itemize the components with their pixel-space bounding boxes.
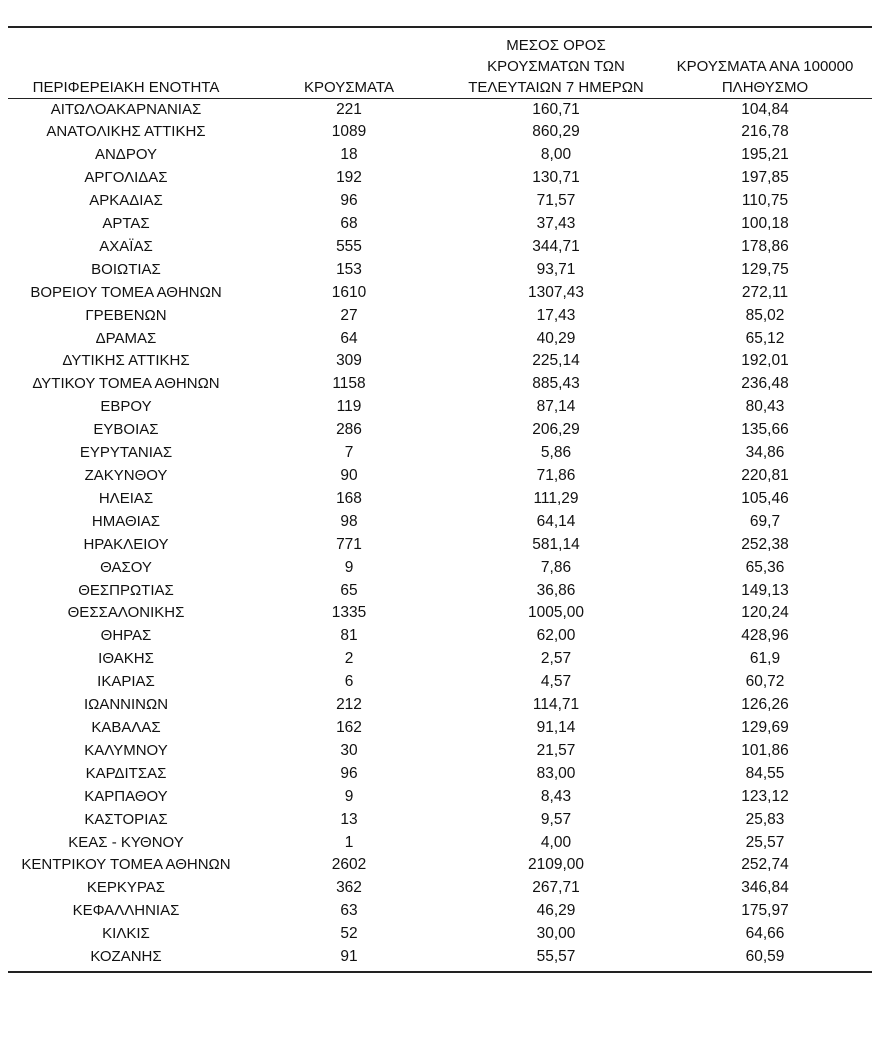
- cell-seven-day-average: 114,71: [532, 696, 580, 714]
- cell-cases: 212: [336, 696, 362, 714]
- cell-seven-day-average: 4,57: [540, 673, 572, 691]
- cell-seven-day-average: 111,29: [533, 489, 579, 507]
- cell-cases: 153: [336, 260, 362, 278]
- cell-seven-day-average: 7,86: [540, 558, 572, 576]
- cell-seven-day-average: 83,00: [536, 764, 576, 782]
- table-row: [8, 580, 872, 603]
- cell-seven-day-average: 62,00: [536, 627, 576, 645]
- cell-region: ΓΡΕΒΕΝΩΝ: [85, 306, 167, 324]
- cell-region: ΗΛΕΙΑΣ: [98, 489, 154, 507]
- cell-region: ΘΗΡΑΣ: [100, 627, 152, 645]
- cell-cases-per-100k: 123,12: [741, 787, 789, 805]
- cell-seven-day-average: 37,43: [536, 215, 576, 233]
- cell-cases-per-100k: 101,86: [741, 741, 789, 759]
- cell-seven-day-average: 2109,00: [527, 856, 585, 874]
- cell-region: ΔΥΤΙΚΗΣ ΑΤΤΙΚΗΣ: [62, 352, 190, 370]
- cell-region: ΚΑΡΠΑΘΟΥ: [84, 787, 168, 805]
- cell-seven-day-average: 344,71: [532, 237, 580, 255]
- cell-region: ΙΩΑΝΝΙΝΩΝ: [83, 696, 169, 714]
- cell-cases: 309: [336, 352, 362, 370]
- cell-region: ΚΟΖΑΝΗΣ: [90, 948, 162, 966]
- cell-region: ΔΡΑΜΑΣ: [95, 329, 157, 347]
- cell-cases: 119: [336, 398, 362, 416]
- cell-cases-per-100k: 197,85: [741, 169, 789, 187]
- cell-cases: 221: [336, 100, 362, 118]
- table-row: [8, 648, 872, 671]
- cell-cases: 64: [340, 329, 358, 347]
- table-row: [8, 877, 872, 900]
- cell-region: ΕΒΡΟΥ: [100, 398, 152, 416]
- cell-cases: 2: [344, 650, 354, 668]
- table-row: [8, 488, 872, 511]
- cell-seven-day-average: 160,71: [532, 100, 580, 118]
- cell-cases: 68: [340, 215, 358, 233]
- header-cases: ΚΡΟΥΣΜΑΤΑ: [244, 28, 454, 98]
- cell-seven-day-average: 87,14: [536, 398, 576, 416]
- cell-cases-per-100k: 216,78: [741, 123, 789, 141]
- cell-cases-per-100k: 110,75: [741, 192, 789, 210]
- cases-table-sheet: [8, 26, 872, 973]
- cell-cases-per-100k: 34,86: [745, 444, 785, 462]
- cell-region: ΔΥΤΙΚΟΥ ΤΟΜΕΑ ΑΘΗΝΩΝ: [32, 375, 220, 393]
- cell-cases: 162: [336, 718, 362, 736]
- cell-cases-per-100k: 135,66: [741, 421, 789, 439]
- cell-cases-per-100k: 105,46: [741, 489, 789, 507]
- cell-region: ΚΕΡΚΥΡΑΣ: [86, 879, 166, 897]
- cell-seven-day-average: 71,86: [536, 467, 576, 484]
- cell-seven-day-average: 64,14: [536, 512, 576, 530]
- cell-cases-per-100k: 60,59: [745, 948, 785, 966]
- table-row: [8, 717, 872, 740]
- table-row: [8, 946, 872, 969]
- cell-seven-day-average: 17,43: [536, 306, 576, 324]
- cell-region: ΙΘΑΚΗΣ: [98, 650, 154, 668]
- cell-cases: 362: [336, 879, 362, 897]
- cell-cases: 192: [336, 169, 362, 187]
- cell-cases-per-100k: 220,81: [741, 467, 789, 484]
- table-header-row: [8, 28, 872, 98]
- table-row: [8, 740, 872, 763]
- cell-region: ΒΟΡΕΙΟΥ ΤΟΜΕΑ ΑΘΗΝΩΝ: [30, 283, 222, 301]
- cell-cases: 63: [340, 902, 358, 920]
- cell-cases: 168: [336, 489, 362, 507]
- cell-cases-per-100k: 25,83: [745, 810, 785, 828]
- table-row: [8, 396, 872, 419]
- cell-cases-per-100k: 80,43: [745, 398, 785, 416]
- table-row: [8, 602, 872, 625]
- header-seven-day-average: ΜΕΣΟΣ ΟΡΟΣ ΚΡΟΥΣΜΑΤΩΝ ΤΩΝ ΤΕΛΕΥΤΑΙΩΝ 7 ΗΜΕΡΩΝ: [454, 28, 658, 98]
- cell-cases: 98: [340, 512, 358, 530]
- table-row: [8, 694, 872, 717]
- cell-region: ΑΙΤΩΛΟΑΚΑΡΝΑΝΙΑΣ: [50, 100, 202, 118]
- table-row: [8, 419, 872, 442]
- cell-seven-day-average: 581,14: [532, 535, 580, 553]
- table-row: [8, 671, 872, 694]
- cell-region: ΕΥΒΟΙΑΣ: [93, 421, 159, 439]
- cell-cases-per-100k: 120,24: [741, 604, 789, 622]
- cell-cases: 96: [340, 192, 358, 210]
- table-row: [8, 259, 872, 282]
- cell-cases: 9: [344, 558, 354, 576]
- table-row: [8, 282, 872, 305]
- table-row: [8, 786, 872, 809]
- table-row: [8, 442, 872, 465]
- cell-region: ΚΑΡΔΙΤΣΑΣ: [85, 764, 167, 782]
- cell-cases: 13: [340, 810, 358, 828]
- cell-seven-day-average: 93,71: [536, 260, 576, 278]
- cell-seven-day-average: 91,14: [536, 718, 576, 736]
- table-row: [8, 854, 872, 877]
- cell-region: ΚΑΛΥΜΝΟΥ: [84, 741, 168, 759]
- cell-region: ΑΡΤΑΣ: [102, 215, 150, 233]
- cell-region: ΒΟΙΩΤΙΑΣ: [91, 260, 161, 278]
- cell-cases-per-100k: 428,96: [741, 627, 789, 645]
- cell-cases-per-100k: 346,84: [741, 879, 789, 897]
- cell-seven-day-average: 9,57: [540, 810, 572, 828]
- table-row: [8, 465, 872, 488]
- cell-cases: 27: [340, 306, 358, 324]
- cell-seven-day-average: 30,00: [536, 925, 576, 943]
- cell-cases: 1089: [331, 123, 367, 141]
- cell-cases-per-100k: 84,55: [745, 764, 785, 782]
- table-row: [8, 236, 872, 259]
- cell-region: ΚΑΣΤΟΡΙΑΣ: [84, 810, 168, 828]
- cell-cases-per-100k: 149,13: [741, 581, 789, 599]
- cell-seven-day-average: 71,57: [536, 192, 576, 210]
- cell-region: ΚΙΛΚΙΣ: [102, 925, 150, 943]
- cell-seven-day-average: 267,71: [532, 879, 580, 897]
- header-cases-per-100k: ΚΡΟΥΣΜΑΤΑ ΑΝΑ 100000 ΠΛΗΘΥΣΜΟ: [658, 28, 872, 98]
- cell-region: ΚΕΦΑΛΛΗΝΙΑΣ: [72, 902, 180, 920]
- cell-seven-day-average: 8,00: [540, 146, 572, 164]
- cell-cases-per-100k: 252,38: [741, 535, 789, 553]
- table-row: [8, 373, 872, 396]
- cell-region: ΚΕΝΤΡΙΚΟΥ ΤΟΜΕΑ ΑΘΗΝΩΝ: [21, 856, 231, 874]
- cell-cases: 1335: [331, 604, 367, 622]
- cell-region: ΗΡΑΚΛΕΙΟΥ: [83, 535, 169, 553]
- cell-seven-day-average: 46,29: [536, 902, 576, 920]
- cell-region: ΑΡΚΑΔΙΑΣ: [89, 192, 163, 210]
- cell-seven-day-average: 1005,00: [527, 604, 585, 622]
- cell-seven-day-average: 1307,43: [527, 283, 585, 301]
- cell-seven-day-average: 225,14: [532, 352, 580, 370]
- cell-region: ΑΝΔΡΟΥ: [94, 146, 158, 164]
- cell-cases: 52: [340, 925, 358, 943]
- table-row: [8, 144, 872, 167]
- cell-cases-per-100k: 65,36: [745, 558, 785, 576]
- table-row: [8, 534, 872, 557]
- cell-cases: 96: [340, 764, 358, 782]
- cell-cases: 1158: [332, 375, 366, 393]
- table-row: [8, 832, 872, 855]
- cell-cases-per-100k: 104,84: [741, 100, 789, 118]
- cell-region: ΚΑΒΑΛΑΣ: [91, 718, 161, 736]
- cell-cases-per-100k: 61,9: [749, 650, 781, 668]
- cell-cases: 81: [340, 627, 358, 645]
- table-row: [8, 923, 872, 946]
- cell-cases-per-100k: 236,48: [741, 375, 789, 393]
- cell-cases: 1610: [331, 283, 367, 301]
- cell-region: ΑΧΑΪΑΣ: [99, 237, 153, 255]
- table-row: [8, 350, 872, 373]
- cell-seven-day-average: 5,86: [540, 444, 572, 462]
- cell-cases-per-100k: 252,74: [741, 856, 789, 874]
- table-row: [8, 763, 872, 786]
- cell-seven-day-average: 885,43: [532, 375, 580, 393]
- cell-cases: 6: [344, 673, 354, 691]
- cell-region: ΙΚΑΡΙΑΣ: [97, 673, 155, 691]
- table-body: [8, 98, 872, 969]
- cell-seven-day-average: 860,29: [532, 123, 580, 141]
- cell-region: ΘΕΣΣΑΛΟΝΙΚΗΣ: [67, 604, 185, 622]
- cell-cases-per-100k: 64,66: [745, 925, 785, 943]
- table-row: [8, 900, 872, 923]
- table-row: [8, 557, 872, 580]
- cell-seven-day-average: 21,57: [536, 741, 576, 759]
- cell-cases: 9: [344, 787, 354, 805]
- table-row: [8, 511, 872, 534]
- cell-cases: 90: [340, 467, 358, 484]
- cell-region: ΑΡΓΟΛΙΔΑΣ: [84, 169, 168, 187]
- cell-region: ΘΕΣΠΡΩΤΙΑΣ: [78, 581, 174, 599]
- cell-seven-day-average: 36,86: [536, 581, 576, 599]
- cell-cases: 771: [336, 535, 362, 553]
- table-row: [8, 190, 872, 213]
- cell-seven-day-average: 206,29: [532, 421, 580, 439]
- cell-cases: 18: [340, 146, 358, 164]
- cell-cases-per-100k: 126,26: [741, 696, 789, 714]
- cell-cases: 65: [340, 581, 358, 599]
- cell-seven-day-average: 4,00: [540, 833, 572, 851]
- cell-cases: 555: [336, 237, 362, 255]
- table-row: [8, 98, 872, 121]
- cell-seven-day-average: 8,43: [540, 787, 572, 805]
- cell-region: ΚΕΑΣ - ΚΥΘΝΟΥ: [68, 833, 184, 851]
- cell-region: ΖΑΚΥΝΘΟΥ: [84, 467, 168, 484]
- cell-cases-per-100k: 60,72: [745, 673, 785, 691]
- bottom-rule: [8, 971, 872, 973]
- cell-cases-per-100k: 100,18: [741, 215, 789, 233]
- table-row: [8, 121, 872, 144]
- cell-cases: 7: [344, 444, 354, 462]
- cell-seven-day-average: 130,71: [532, 169, 580, 187]
- cell-cases: 286: [336, 421, 362, 439]
- cell-region: ΑΝΑΤΟΛΙΚΗΣ ΑΤΤΙΚΗΣ: [46, 123, 206, 141]
- cell-cases: 91: [340, 948, 358, 966]
- cell-cases-per-100k: 175,97: [741, 902, 789, 920]
- cell-cases-per-100k: 178,86: [741, 237, 789, 255]
- table-row: [8, 213, 872, 236]
- table-row: [8, 809, 872, 832]
- cell-cases-per-100k: 195,21: [741, 146, 789, 164]
- cases-by-region-table: [8, 28, 872, 969]
- table-row: [8, 625, 872, 648]
- table-row: [8, 328, 872, 351]
- cell-region: ΗΜΑΘΙΑΣ: [91, 512, 161, 530]
- cell-cases: 30: [340, 741, 358, 759]
- cell-seven-day-average: 40,29: [536, 329, 576, 347]
- cell-seven-day-average: 55,57: [536, 948, 576, 966]
- cell-cases-per-100k: 85,02: [745, 306, 785, 324]
- cell-cases-per-100k: 272,11: [741, 283, 789, 301]
- cell-region: ΘΑΣΟΥ: [100, 558, 152, 576]
- cell-cases-per-100k: 69,7: [749, 512, 781, 530]
- cell-cases-per-100k: 25,57: [745, 833, 785, 851]
- cell-cases-per-100k: 65,12: [745, 329, 785, 347]
- cell-cases-per-100k: 192,01: [741, 352, 789, 370]
- header-region: ΠΕΡΙΦΕΡΕΙΑΚΗ ΕΝΟΤΗΤΑ: [8, 28, 244, 98]
- cell-seven-day-average: 2,57: [540, 650, 572, 668]
- cell-cases: 2602: [331, 856, 367, 874]
- table-row: [8, 305, 872, 328]
- table-row: [8, 167, 872, 190]
- cell-cases: 1: [344, 833, 354, 851]
- cell-cases-per-100k: 129,75: [741, 260, 789, 278]
- cell-region: ΕΥΡΥΤΑΝΙΑΣ: [79, 444, 173, 462]
- cell-cases-per-100k: 129,69: [741, 718, 789, 736]
